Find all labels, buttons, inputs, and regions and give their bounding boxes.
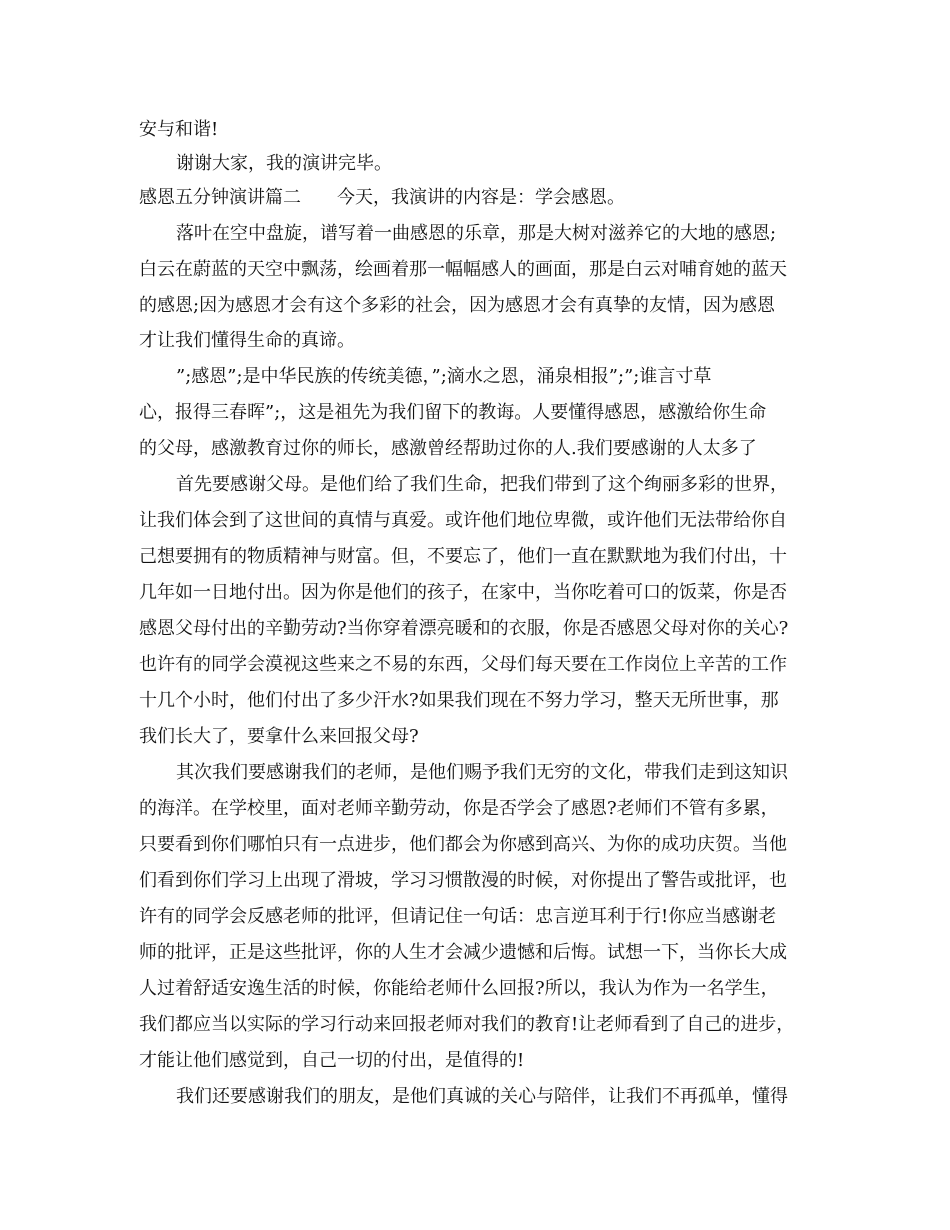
text-line: 己想要拥有的物质精神与财富。但，不要忘了，他们一直在默默地为我们付出，十 [139, 546, 787, 567]
text-line: 们看到你们学习上出现了滑坡，学习习惯散漫的时候，对你提出了警告或批评，也 [139, 870, 787, 891]
text-line: 让我们体会到了这世间的真情与真爱。或许他们地位卑微，或许他们无法带给你自 [139, 510, 787, 531]
text-line: 白云在蔚蓝的天空中飘荡，绘画着那一幅幅感人的画面，那是白云对哺育她的蓝天 [139, 259, 787, 280]
text-line: 人过着舒适安逸生活的时候，你能给老师什么回报?所以，我认为作为一名学生， [139, 978, 779, 999]
text-line: 几年如一日地付出。因为你是他们的孩子，在家中，当你吃着可口的饭菜，你是否 [139, 582, 787, 603]
text-line: 也许有的同学会漠视这些来之不易的东西，父母们每天要在工作岗位上辛苦的工作 [139, 654, 787, 675]
paragraph-start: 落叶在空中盘旋，谱写着一曲感恩的乐章，那是大树对滋养它的大地的感恩; [176, 223, 777, 244]
text-line: 的父母，感激教育过你的师长，感激曾经帮助过你的人.我们要感谢的人太多了 [139, 438, 757, 459]
text-line: 心，报得三春晖”;，这是祖先为我们留下的教诲。人要懂得感恩，感激给你生命 [139, 402, 767, 423]
text-line: 我们都应当以实际的学习行动来回报老师对我们的教育!让老师看到了自己的进步， [139, 1014, 795, 1035]
text-line: 感恩父母付出的辛勤劳动?当你穿着漂亮暖和的衣服，你是否感恩父母对你的关心? [139, 618, 789, 639]
text-line: 师的批评，正是这些批评，你的人生才会减少遗憾和后悔。试想一下，当你长大成 [139, 942, 787, 963]
text-line: 安与和谐! [139, 119, 219, 140]
text-line: 许有的同学会反感老师的批评，但请记住一句话：忠言逆耳利于行!你应当感谢老 [139, 906, 777, 927]
text-line: 的感恩;因为感恩才会有这个多彩的社会，因为感恩才会有真挚的友情，因为感恩 [139, 295, 776, 316]
text-line: 才能让他们感觉到，自己一切的付出，是值得的! [139, 1050, 525, 1071]
text-line: 谢谢大家，我的演讲完毕。 [176, 153, 392, 174]
text-line: 只要看到你们哪怕只有一点进步，他们都会为你感到高兴、为你的成功庆贺。当他 [139, 834, 787, 855]
paragraph-start: ”;感恩”;是中华民族的传统美德，”;滴水之恩，涌泉相报”;”;谁言寸草 [176, 366, 712, 387]
text-line: 我们长大了，要拿什么来回报父母? [139, 726, 419, 747]
paragraph-start: 我们还要感谢我们的朋友，是他们真诚的关心与陪伴，让我们不再孤单，懂得 [176, 1086, 788, 1107]
paragraph-start: 其次我们要感谢我们的老师，是他们赐予我们无穷的文化，带我们走到这知识 [176, 762, 788, 783]
text-line: 的海洋。在学校里，面对老师辛勤劳动，你是否学会了感恩?老师们不管有多累， [139, 798, 779, 819]
section-heading-line: 感恩五分钟演讲篇二 今天，我演讲的内容是：学会感恩。 [139, 187, 625, 208]
text-line: 才让我们懂得生命的真谛。 [139, 330, 355, 351]
text-line: 十几个小时，他们付出了多少汗水?如果我们现在不努力学习，整天无所世事，那 [139, 690, 779, 711]
paragraph-start: 首先要感谢父母。是他们给了我们生命，把我们带到了这个绚丽多彩的世界， [176, 474, 788, 495]
